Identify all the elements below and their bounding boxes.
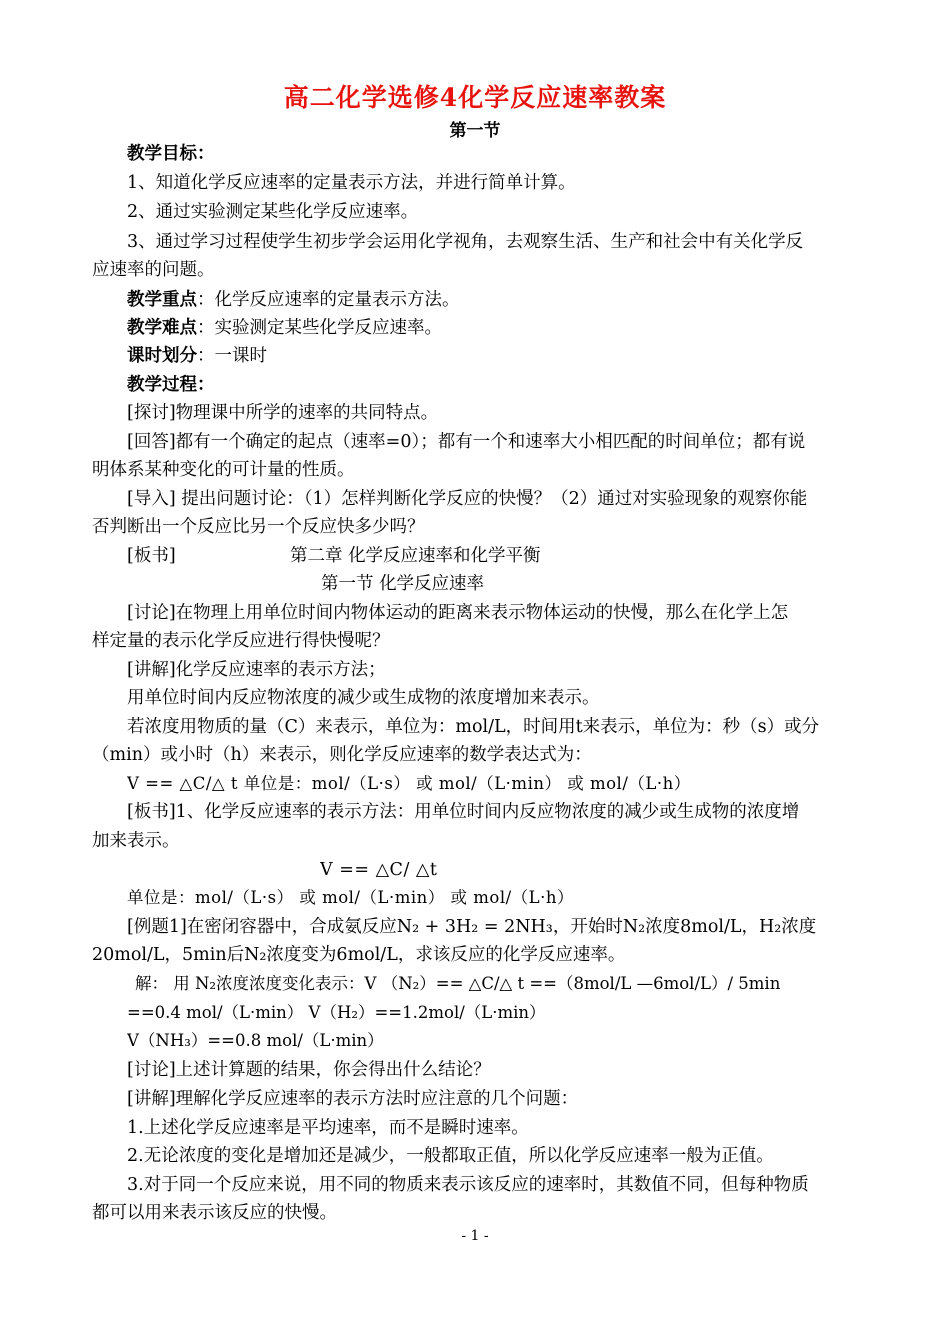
intro-line-2: 否判断出一个反应比另一个反应快多少吗？: [92, 517, 425, 537]
focus-text: ：化学反应速率的定量表示方法。: [197, 290, 460, 310]
solution-line-2: ==0.4 mol/（L·min） V（H₂）==1.2mol/（L·min）: [127, 1003, 546, 1022]
example-line-1: [例题1]在密闭容器中，合成氨反应N₂ + 3H₂ = 2NH₃，开始时N₂浓度8mol/L，H₂浓度: [127, 917, 817, 937]
objective-1: 1、知道化学反应速率的定量表示方法，并进行简单计算。: [127, 173, 576, 193]
objective-3-cont: 应速率的问题。: [92, 260, 215, 280]
explain-1: [讲解]化学反应速率的表示方法；: [127, 660, 386, 680]
intro-line-1: [导入] 提出问题讨论：（1）怎样判断化学反应的快慢？（2）通过对实验现象的观察你能: [127, 489, 808, 509]
board-tag: [板书]: [127, 546, 176, 566]
process-heading: 教学过程：: [127, 375, 215, 395]
example-line-2: 20mol/L，5min后N₂浓度变为6mol/L，求该反应的化学反应速率。: [92, 945, 626, 965]
point-3-line-1: 3.对于同一个反应来说，用不同的物质来表示该反应的速率时，其数值不同，但每种物质: [127, 1175, 809, 1195]
solution-line-3: V（NH₃）==0.8 mol/（L·min）: [127, 1031, 384, 1050]
board-chapter: 第二章 化学反应速率和化学平衡: [290, 546, 541, 566]
board-2-line-1: [板书]1、化学反应速率的表示方法：用单位时间内反应物浓度的减少或生成物的浓度增: [127, 802, 800, 822]
section-subtitle: 第一节: [449, 121, 501, 141]
focus-label: 教学重点: [127, 290, 197, 310]
explain-1-definition: 用单位时间内反应物浓度的减少或生成物的浓度增加来表示。: [127, 688, 600, 708]
point-2: 2.无论浓度的变化是增加还是减少，一般都取正值，所以化学反应速率一般为正值。: [127, 1146, 774, 1166]
difficulty-label: 教学难点: [127, 318, 197, 338]
discuss-3: [讨论]上述计算题的结果，你会得出什么结论？: [127, 1060, 491, 1080]
board-2-line-2: 加来表示。: [92, 831, 180, 851]
formula-1: V == △C/△ t 单位是：mol/（L·s） 或 mol/（L·min） 或 mol/（L·h）: [127, 774, 691, 793]
concentration-line-1: 若浓度用物质的量（C）来表示，单位为：mol/L，时间用t来表示，单位为：秒（s）或分: [127, 717, 820, 737]
page-number: - 1 -: [461, 1228, 489, 1244]
discuss-1: [探讨]物理课中所学的速率的共同特点。: [127, 403, 439, 423]
difficulty-line: [127, 314, 864, 342]
board-1: [127, 542, 864, 570]
solution-line-1: 解： 用 N₂浓度浓度变化表示：V （N₂）== △C/△ t ==（8mol/L —6mol/L）/ 5min: [135, 974, 781, 993]
discuss-2-line-1: [讨论]在物理上用单位时间内物体运动的距离来表示物体运动的快慢，那么在化学上怎: [127, 603, 789, 623]
objectives-heading: 教学目标：: [127, 144, 215, 164]
formula-2: V == △C/ △t: [320, 860, 438, 880]
point-1: 1.上述化学反应速率是平均速率，而不是瞬时速率。: [127, 1118, 529, 1138]
discuss-2-line-2: 样定量的表示化学反应进行得快慢呢？: [92, 631, 390, 651]
hours-label: 课时划分: [127, 346, 197, 366]
answer-line-1: [回答]都有一个确定的起点（速率=0）；都有一个和速率大小相匹配的时间单位；都有说: [127, 432, 806, 452]
concentration-line-2: （min）或小时（h）来表示，则化学反应速率的数学表达式为：: [92, 745, 592, 765]
hours-text: ：一课时: [197, 346, 267, 366]
point-3-line-2: 都可以用来表示该反应的快慢。: [92, 1203, 337, 1223]
board-section: 第一节 化学反应速率: [321, 574, 485, 594]
difficulty-text: ：实验测定某些化学反应速率。: [197, 318, 442, 338]
hours-line: [127, 342, 864, 370]
objective-2: 2、通过实验测定某些化学反应速率。: [127, 202, 419, 222]
objective-3: 3、通过学习过程使学生初步学会运用化学视角，去观察生活、生产和社会中有关化学反: [127, 232, 804, 252]
focus-line: [127, 286, 864, 314]
explain-2: [讲解]理解化学反应速率的表示方法时应注意的几个问题：: [127, 1089, 579, 1109]
document-title: 高二化学选修4化学反应速率教案: [283, 83, 667, 112]
units-line: 单位是：mol/（L·s） 或 mol/（L·min） 或 mol/（L·h）: [127, 888, 574, 907]
answer-line-2: 明体系某种变化的可计量的性质。: [92, 460, 355, 480]
